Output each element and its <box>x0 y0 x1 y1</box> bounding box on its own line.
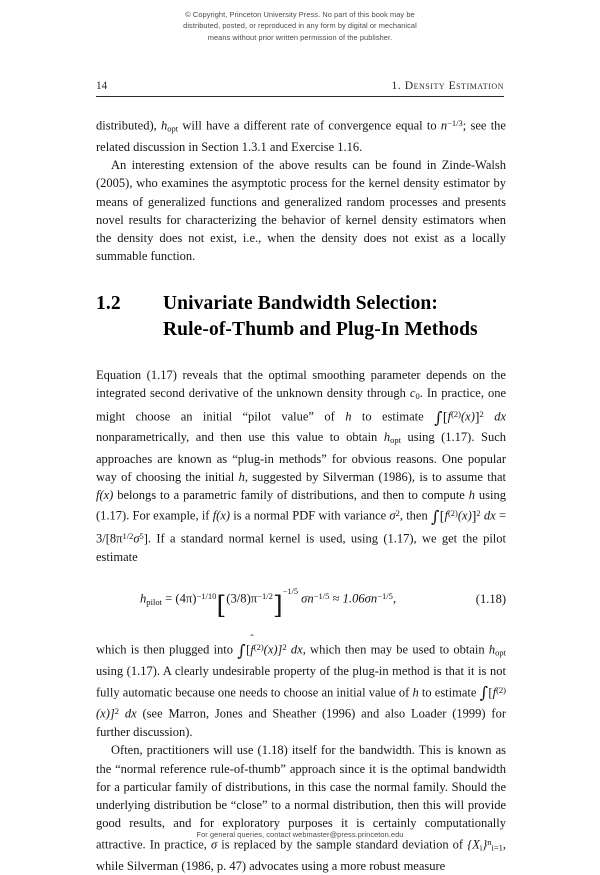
integral-sign-2: ∫ <box>430 506 440 526</box>
p3-h1: h <box>345 409 352 424</box>
p4-a: which is then plugged into <box>96 642 238 657</box>
p4-e: (see Marron, Jones and Sheather (1996) and also Loader (1999) for further discussion). <box>96 706 506 740</box>
para1-seg-1: distributed), <box>96 118 162 133</box>
p3-d: nonparametrically, and then use this value to obtain <box>96 430 384 445</box>
p3-int-x: (x) <box>460 409 475 424</box>
p5-set-sub-i1: i=1 <box>491 842 503 853</box>
eq-bracket-close: ] <box>272 590 283 620</box>
equation-number: (1.18) <box>475 592 506 607</box>
eq-equals: = <box>165 592 173 607</box>
p4-h: h <box>412 685 419 700</box>
p4-int-f: f <box>250 642 254 657</box>
para1-seg-3: ; see the related discussion in Section 1.3.1 and Exercise 1.16. <box>96 118 506 154</box>
p3-hopt: h <box>383 430 391 445</box>
integral-sign-3: ∫ <box>237 640 246 660</box>
eq-term1-sup: −1/10 <box>196 591 217 602</box>
p3-fx1: f(x) <box>96 488 114 503</box>
p4-int2-x: (x)] <box>96 706 115 721</box>
p4-int-dx: dx <box>290 642 303 657</box>
eq-h: h <box>140 592 147 607</box>
p3-int-f: f <box>447 409 452 424</box>
p3-b: . In practice, one might choose an initial “pilot value” of <box>96 385 506 424</box>
para1-h-subscript: opt <box>167 123 179 134</box>
p3-int2-power: 2 <box>476 508 481 519</box>
p5-sigma: σ <box>211 837 218 852</box>
p3-int-dx: dx <box>494 409 507 424</box>
p5-set-sub-i: i <box>479 842 483 853</box>
p3-hopt-sub: opt <box>390 435 401 446</box>
p3-fx2: f(x) <box>212 508 231 523</box>
p3-sigma-sup: 2 <box>395 508 400 519</box>
paragraph-continued <box>96 114 506 156</box>
f-hat <box>250 634 254 659</box>
p4-int2-power: 2 <box>114 706 119 717</box>
section-title-line-1: Univariate Bandwidth Selection: <box>163 292 438 314</box>
p5-set-open: {X <box>467 837 480 852</box>
p5-a: Often, practitioners will use (1.18) itself for the bandwidth. This is known as the “normal reference rule-of-thumb” approach since it is the optimal bandwidth for a particular family of distributions, in this case the normal family. Should the underlying distribution be “close” to a normal distribution, then this will provide good results, and for exploratory purposes it is certainly computationally attractive. In practice, <box>96 743 506 852</box>
copyright-notice <box>0 9 600 43</box>
section-title-line-2: Rule-of-Thumb and Plug-In Methods <box>163 319 478 341</box>
p4-b: , which then may be used to obtain <box>302 642 489 657</box>
p3-int2-x: (x) <box>457 508 472 523</box>
p5-c: , while Silverman (1986, p. 47) advocates using a more robust measure <box>96 837 506 873</box>
eq-rhs: 1.06σn <box>342 592 378 607</box>
p4-int-order: (2) <box>253 642 264 653</box>
p3-f: , suggested by Silverman (1986), is to assume that <box>244 469 507 484</box>
paragraph-equation-intro <box>96 366 506 567</box>
p4-int2-f: f <box>492 685 497 700</box>
p3-eq-rhs-sup1: 1/2 <box>122 531 134 542</box>
p3-c0: c <box>409 385 416 400</box>
p3-g: belongs to a parametric family of distributions, and then to compute <box>113 488 469 503</box>
chapter-title: 1. Density Estimation <box>391 79 504 92</box>
p3-int2-order: (2) <box>447 508 458 519</box>
eq-comma: , <box>392 592 397 607</box>
page-number: 14 <box>96 80 108 92</box>
eq-bracket-inner: (3/8)π <box>226 592 258 607</box>
p4-c: using (1.17). A clearly undesirable property of the plug-in method is that it is not fully automatic because one needs to choose an initial value of <box>96 664 506 700</box>
paragraph-zinde-walsh: An interesting extension of the above results can be found in Zinde-Walsh (2005), who examines the asymptotic process for the kernel density estimator by means of generalized functions and generalized random processes and presents novel results for characterizing the behavior of kernel density estimators when the density does not exist, i.e., when the density does not exist as a locally summable function. <box>96 158 506 264</box>
integral-sign-4: ∫ <box>479 683 488 702</box>
p3-k: ]. If a standard normal kernel is used, using (1.17), we get the pilot estimate <box>96 531 506 565</box>
eq-h-sub: pilot <box>146 597 162 608</box>
eq-bracket-sup: −1/5 <box>282 587 298 597</box>
bracket-close: ] <box>474 410 480 426</box>
para1-n-exponent: −1/3 <box>447 118 463 128</box>
p3-e: using (1.17). Such approaches are known as “plug-in methods” for obvious reasons. One popular way of choosing the initial <box>96 430 506 484</box>
eq-sigma-n-sup: −1/5 <box>313 591 330 602</box>
p3-j: , then <box>399 508 431 523</box>
integral-sign: ∫ <box>434 407 443 427</box>
p3-eq-rhs-sup2: 5 <box>139 531 144 542</box>
copyright-line-2: distributed, posted, or reproduced in any form by digital or mechanical <box>183 21 417 31</box>
p4-d: to estimate <box>418 685 480 700</box>
p3-int2-dx: dx <box>483 508 496 523</box>
p3-eq-rhs-sigma: σ <box>133 531 140 546</box>
p5-set-close: } <box>482 837 488 852</box>
section-heading <box>96 291 506 344</box>
para1-seg-2: will have a different rate of convergence equal to <box>178 118 441 133</box>
bracket-open-3: [ <box>246 642 251 657</box>
body-text <box>96 114 506 875</box>
p3-h2: h <box>238 469 245 484</box>
bracket-open: [ <box>442 410 448 426</box>
p3-h: using (1.17). For example, if <box>96 488 506 523</box>
footer-query-line: For general queries, contact webmaster@press.princeton.edu <box>196 830 404 839</box>
p4-int-power: 2 <box>282 642 287 653</box>
eq-term1: (4π) <box>175 592 197 607</box>
p5-set-sup-n: n <box>487 836 492 847</box>
p3-int2-f: f <box>444 508 448 523</box>
bracket-open-2: [ <box>439 510 445 526</box>
p4-int-x: (x)] <box>263 642 283 657</box>
p3-eq-rhs: = 3/[8π <box>96 508 507 546</box>
eq-bracket-open: [ <box>216 590 227 620</box>
hat-accent: ˆ <box>250 634 254 646</box>
eq-sigma-n: σn <box>301 592 314 607</box>
p3-int-power: 2 <box>479 409 484 420</box>
p4-int2-order: (2) <box>496 684 506 695</box>
eq-rhs-sup: −1/5 <box>377 591 393 602</box>
header-rule <box>96 96 504 97</box>
p3-c0-sub: 0 <box>415 391 420 402</box>
copyright-line-3: means without prior written permission of the publisher. <box>207 32 393 42</box>
p3-int-order: (2) <box>451 409 461 420</box>
p3-sigma: σ <box>389 508 396 523</box>
bracket-open-4: [ <box>488 685 493 700</box>
p4-int2-dx: dx <box>124 706 137 721</box>
p4-hopt: h <box>488 642 496 657</box>
eq-bracket-inner-sup: −1/2 <box>257 591 273 602</box>
equation-body <box>140 587 396 619</box>
running-head <box>96 79 504 92</box>
paragraph-plugin-method <box>96 634 506 741</box>
p3-c: to estimate <box>351 409 435 424</box>
p5-b: is replaced by the sample standard deviation of <box>217 837 468 852</box>
paragraph-rule-of-thumb <box>96 741 506 874</box>
display-equation-1-18 <box>96 585 506 619</box>
p3-a: Equation (1.17) reveals that the optimal smoothing parameter depends on the integrated second derivative of the unknown density through <box>96 367 506 400</box>
copyright-line-1: © Copyright, Princeton University Press. No part of this book may be <box>185 10 415 19</box>
eq-approx: ≈ <box>332 592 340 607</box>
p4-hopt-sub: opt <box>495 648 506 659</box>
para1-n: n <box>440 118 448 133</box>
section-number: 1.2 <box>96 292 121 314</box>
para1-h: h <box>161 118 168 133</box>
p3-i: is a normal PDF with variance <box>230 508 390 523</box>
bracket-close-2: ] <box>471 510 477 526</box>
p3-h3: h <box>468 488 475 503</box>
